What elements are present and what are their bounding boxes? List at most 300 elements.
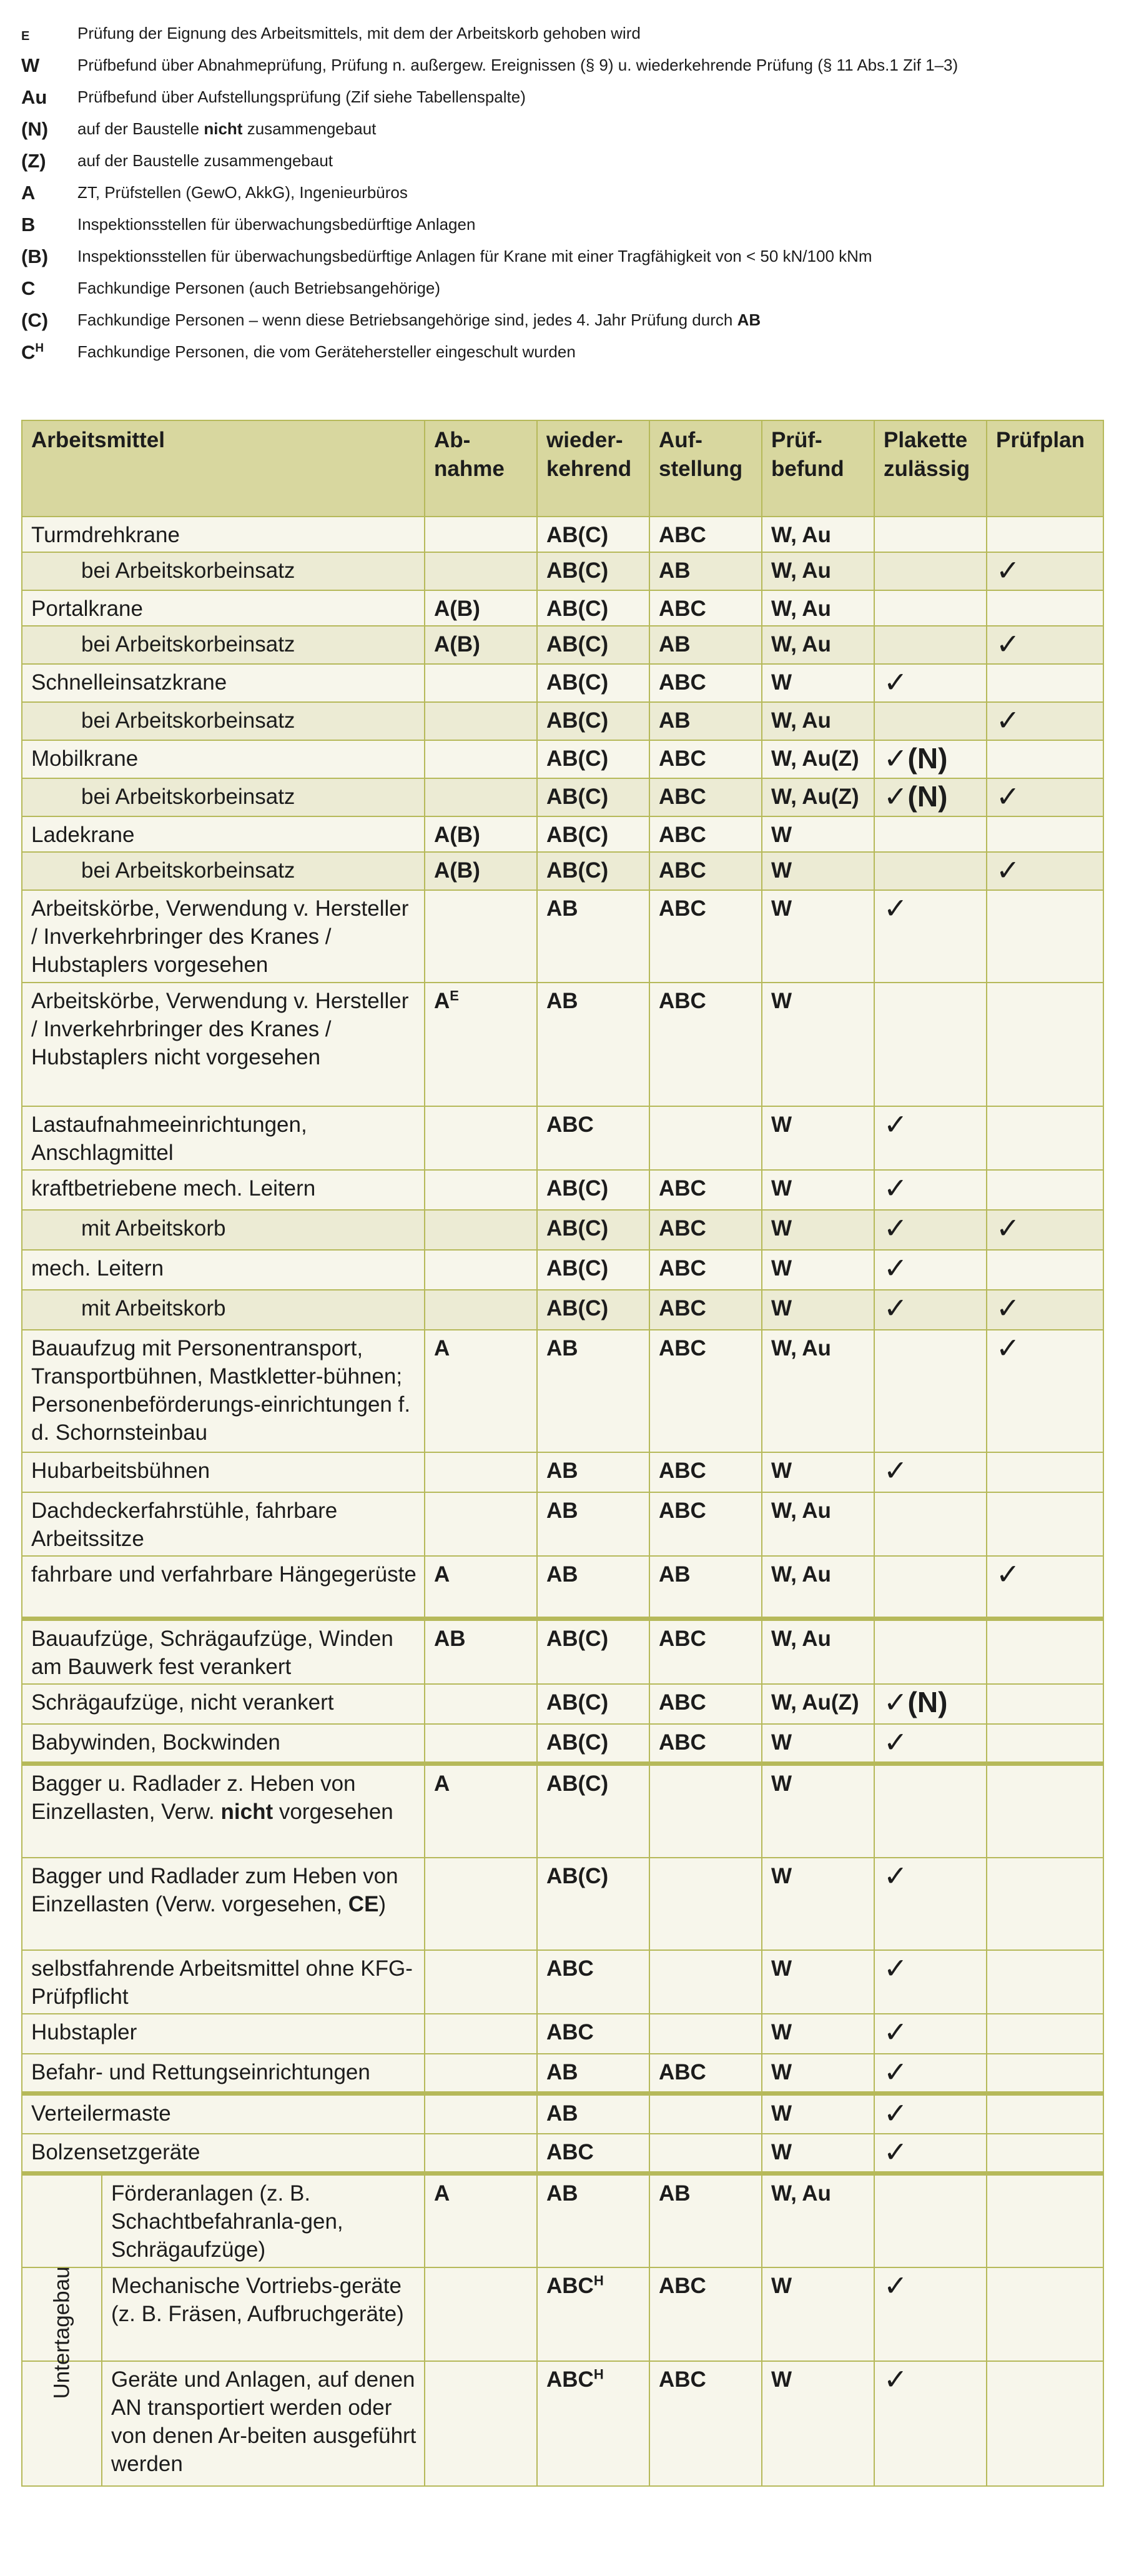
- arbeitsmittel-cell: bei Arbeitskorbeinsatz: [22, 778, 425, 816]
- abnahme-cell: [425, 2054, 537, 2094]
- pruefplan-cell: [987, 2054, 1103, 2094]
- table-header: [22, 420, 1103, 517]
- wiederkehrend-cell: AB(C): [537, 1858, 649, 1950]
- legend-key: B: [21, 214, 36, 235]
- plakette-cell: [874, 2134, 987, 2174]
- pruefbefund-cell: W: [762, 1210, 874, 1250]
- abnahme-cell: A(B): [425, 816, 537, 852]
- aufstellung-cell: AB: [649, 702, 762, 740]
- check-mark-icon: ✓: [884, 2055, 908, 2088]
- table-row: [22, 890, 1103, 983]
- arbeitsmittel-cell: Verteilermaste: [22, 2094, 425, 2134]
- arbeitsmittel-cell: bei Arbeitskorbeinsatz: [22, 702, 425, 740]
- aufstellung-cell: ABC: [649, 740, 762, 778]
- legend-item: [20, 272, 1107, 304]
- table-body: [22, 517, 1103, 2486]
- wiederkehrend-cell: AB(C): [537, 816, 649, 852]
- abnahme-cell: A(B): [425, 852, 537, 890]
- wiederkehrend-cell: AB(C): [537, 626, 649, 664]
- wiederkehrend-cell: ABC: [537, 1106, 649, 1170]
- abnahme-cell: [425, 1724, 537, 1764]
- aufstellung-cell: [649, 1950, 762, 2014]
- legend-text: Prüfbefund über Aufstellungsprüfung (Zif siehe Tabellenspalte): [77, 87, 526, 106]
- pruefplan-cell: [987, 890, 1103, 983]
- wiederkehrend-cell: AB(C): [537, 1684, 649, 1724]
- abnahme-cell: [425, 1858, 537, 1950]
- arbeitsmittel-cell: Ladekrane: [22, 816, 425, 852]
- arbeitsmittel-cell: Bauaufzug mit Personentransport, Transportbühnen, Mastkletter-bühnen; Personenbeförderungs-einrichtungen f. d. Schornsteinbau: [22, 1330, 425, 1452]
- wiederkehrend-cell: AB: [537, 2174, 649, 2268]
- plakette-cell: [874, 740, 987, 778]
- table-row: [22, 664, 1103, 702]
- legend-key: (C): [21, 309, 49, 331]
- abnahme-cell: A: [425, 1556, 537, 1618]
- plakette-cell: [874, 852, 987, 890]
- pruefplan-cell: [987, 517, 1103, 552]
- legend-text: auf der Baustelle nicht zusammengebaut: [77, 119, 377, 138]
- legend-item: [20, 177, 1107, 209]
- check-mark-icon: ✓: [884, 2097, 908, 2129]
- plakette-cell: [874, 2054, 987, 2094]
- plakette-cell: [874, 1492, 987, 1556]
- pruefplan-cell: [987, 2174, 1103, 2268]
- plakette-cell: [874, 1950, 987, 2014]
- table-row: [22, 778, 1103, 816]
- wiederkehrend-cell: ABC: [537, 1950, 649, 2014]
- aufstellung-cell: ABC: [649, 517, 762, 552]
- pruefbefund-cell: W: [762, 852, 874, 890]
- legend-key: E: [21, 29, 30, 43]
- plakette-cell: [874, 2267, 987, 2361]
- pruefbefund-cell: W: [762, 1724, 874, 1764]
- table-row: [22, 816, 1103, 852]
- wiederkehrend-cell: AB: [537, 2054, 649, 2094]
- pruefbefund-cell: W: [762, 2014, 874, 2054]
- table-row: [22, 2134, 1103, 2174]
- header-aufstellung: Auf- stellung: [649, 420, 762, 517]
- abnahme-cell: [425, 517, 537, 552]
- legend-key: (B): [21, 245, 49, 267]
- pruefbefund-cell: W, Au: [762, 1330, 874, 1452]
- legend-key: A: [21, 182, 36, 204]
- wiederkehrend-cell: AB: [537, 1556, 649, 1618]
- check-mark-icon: ✓: [884, 1292, 908, 1324]
- pruefplan-cell: [987, 2267, 1103, 2361]
- aufstellung-cell: ABC: [649, 2054, 762, 2094]
- arbeitsmittel-cell: Schrägaufzüge, nicht verankert: [22, 1684, 425, 1724]
- pruefplan-cell: [987, 983, 1103, 1106]
- plakette-cell: [874, 1618, 987, 1684]
- wiederkehrend-cell: AB(C): [537, 664, 649, 702]
- check-mark-icon: ✓(N): [884, 1685, 948, 1718]
- check-mark-icon: ✓: [996, 554, 1020, 587]
- check-mark-icon: ✓: [884, 2269, 908, 2302]
- abnahme-cell: AB: [425, 1618, 537, 1684]
- wiederkehrend-cell: AB(C): [537, 1724, 649, 1764]
- pruefbefund-cell: W: [762, 1950, 874, 2014]
- check-mark-icon: ✓: [884, 1454, 908, 1487]
- legend-item: [20, 240, 1107, 272]
- arbeitsmittel-cell: Bolzensetzgeräte: [22, 2134, 425, 2174]
- abnahme-cell: [425, 1290, 537, 1330]
- pruefplan-cell: [987, 1452, 1103, 1492]
- plakette-cell: [874, 890, 987, 983]
- pruefplan-cell: [987, 702, 1103, 740]
- pruefplan-cell: [987, 1170, 1103, 1210]
- legend-text: ZT, Prüfstellen (GewO, AkkG), Ingenieurbüros: [77, 182, 408, 202]
- pruefbefund-cell: W, Au: [762, 517, 874, 552]
- aufstellung-cell: AB: [649, 552, 762, 590]
- table-row: [22, 852, 1103, 890]
- legend-text: Prüfung der Eignung des Arbeitsmittels, mit dem der Arbeitskorb gehoben wird: [77, 23, 641, 42]
- table-row: [22, 2267, 1103, 2361]
- check-mark-icon: ✓: [996, 780, 1020, 813]
- legend-item: [20, 145, 1107, 177]
- aufstellung-cell: ABC: [649, 2267, 762, 2361]
- table-row: [22, 2054, 1103, 2094]
- wiederkehrend-cell: AB(C): [537, 1618, 649, 1684]
- table-row: [22, 626, 1103, 664]
- aufstellung-cell: ABC: [649, 1330, 762, 1452]
- abnahme-cell: [425, 702, 537, 740]
- plakette-cell: [874, 1724, 987, 1764]
- arbeitsmittel-cell: bei Arbeitskorbeinsatz: [22, 552, 425, 590]
- pruefplan-cell: [987, 1250, 1103, 1290]
- pruefplan-cell: [987, 664, 1103, 702]
- pruefplan-cell: [987, 1330, 1103, 1452]
- plakette-cell: [874, 552, 987, 590]
- arbeitsmittel-cell: Mechanische Vortriebs-geräte (z. B. Fräsen, Aufbruchgeräte): [22, 2267, 425, 2361]
- arbeitsmittel-cell: Hubarbeitsbühnen: [22, 1452, 425, 1492]
- legend-item: [20, 113, 1107, 145]
- plakette-cell: [874, 816, 987, 852]
- plakette-cell: [874, 626, 987, 664]
- aufstellung-cell: ABC: [649, 2361, 762, 2486]
- abnahme-cell: [425, 1452, 537, 1492]
- table-row: [22, 983, 1103, 1106]
- table-row: [22, 1556, 1103, 1618]
- arbeitsmittel-cell: Bagger u. Radlader z. Heben von Einzellasten, Verw. nicht vorgesehen: [22, 1764, 425, 1858]
- check-mark-icon: ✓: [996, 1558, 1020, 1590]
- wiederkehrend-cell: AB(C): [537, 1290, 649, 1330]
- aufstellung-cell: ABC: [649, 1724, 762, 1764]
- pruefbefund-cell: W, Au(Z): [762, 778, 874, 816]
- plakette-cell: [874, 1684, 987, 1724]
- wiederkehrend-cell: AB: [537, 890, 649, 983]
- wiederkehrend-cell: AB(C): [537, 1250, 649, 1290]
- table-row: [22, 1250, 1103, 1290]
- pruefbefund-cell: W: [762, 1858, 874, 1950]
- arbeitsmittel-cell: mit Arbeitskorb: [22, 1210, 425, 1250]
- arbeitsmittel-cell: Lastaufnahmeeinrichtungen, Anschlagmittel: [22, 1106, 425, 1170]
- aufstellung-cell: ABC: [649, 1684, 762, 1724]
- aufstellung-cell: [649, 1858, 762, 1950]
- plakette-cell: [874, 1452, 987, 1492]
- abnahme-cell: [425, 1106, 537, 1170]
- plakette-cell: [874, 2094, 987, 2134]
- side-label-untertagebau: Untertagebau: [49, 2266, 74, 2399]
- table-row: [22, 590, 1103, 626]
- check-mark-icon: ✓: [884, 1859, 908, 1892]
- plakette-cell: [874, 702, 987, 740]
- check-mark-icon: ✓: [884, 1172, 908, 1204]
- abnahme-cell: [425, 1492, 537, 1556]
- arbeitsmittel-cell: mech. Leitern: [22, 1250, 425, 1290]
- check-mark-icon: ✓: [996, 1212, 1020, 1244]
- wiederkehrend-cell: AB(C): [537, 1210, 649, 1250]
- legend-item: [20, 304, 1107, 336]
- plakette-cell: [874, 664, 987, 702]
- abnahme-cell: [425, 2361, 537, 2486]
- arbeitsmittel-cell: Arbeitskörbe, Verwendung v. Hersteller / Inverkehrbringer des Kranes / Hubstaplers nicht vorgesehen: [22, 983, 425, 1106]
- pruefbefund-cell: W: [762, 2267, 874, 2361]
- aufstellung-cell: ABC: [649, 1170, 762, 1210]
- header-pruefplan: Prüfplan: [987, 420, 1103, 517]
- abnahme-cell: [425, 1250, 537, 1290]
- aufstellung-cell: AB: [649, 626, 762, 664]
- table-row: [22, 740, 1103, 778]
- check-mark-icon: ✓: [996, 854, 1020, 886]
- aufstellung-cell: ABC: [649, 1492, 762, 1556]
- table-row: [22, 2014, 1103, 2054]
- wiederkehrend-cell: ABC: [537, 2014, 649, 2054]
- abnahme-cell: [425, 1170, 537, 1210]
- abnahme-cell: [425, 2014, 537, 2054]
- legend-item: [20, 49, 1107, 81]
- pruefbefund-cell: W, Au: [762, 702, 874, 740]
- pruefbefund-cell: W: [762, 1170, 874, 1210]
- table-row: [22, 1330, 1103, 1452]
- aufstellung-cell: ABC: [649, 1250, 762, 1290]
- pruefplan-cell: [987, 2361, 1103, 2486]
- wiederkehrend-cell: AB: [537, 1330, 649, 1452]
- arbeitsmittel-cell: Förderanlagen (z. B. Schachtbefahranla-gen, Schrägaufzüge) Untertagebau: [22, 2174, 425, 2268]
- legend-text: Inspektionsstellen für überwachungsbedürftige Anlagen: [77, 214, 476, 234]
- pruefbefund-cell: W, Au(Z): [762, 1684, 874, 1724]
- check-mark-icon: ✓: [996, 1332, 1020, 1364]
- plakette-cell: [874, 778, 987, 816]
- table-row: [22, 1210, 1103, 1250]
- arbeitsmittel-cell: bei Arbeitskorbeinsatz: [22, 852, 425, 890]
- arbeitsmittel-cell: Dachdeckerfahrstühle, fahrbare Arbeitssitze: [22, 1492, 425, 1556]
- table-row: [22, 1950, 1103, 2014]
- pruefplan-cell: [987, 1106, 1103, 1170]
- abnahme-cell: A: [425, 2174, 537, 2268]
- legend-text: Fachkundige Personen (auch Betriebsangehörige): [77, 278, 441, 297]
- table-row: [22, 517, 1103, 552]
- check-mark-icon: ✓: [996, 704, 1020, 736]
- check-mark-icon: ✓: [884, 1108, 908, 1141]
- abnahme-cell: [425, 1684, 537, 1724]
- wiederkehrend-cell: AB(C): [537, 1764, 649, 1858]
- abnahme-cell: [425, 890, 537, 983]
- arbeitsmittel-cell: selbstfahrende Arbeitsmittel ohne KFG-Prüfpflicht: [22, 1950, 425, 2014]
- aufstellung-cell: AB: [649, 1556, 762, 1618]
- pruefplan-cell: [987, 778, 1103, 816]
- pruefbefund-cell: W, Au: [762, 1492, 874, 1556]
- wiederkehrend-cell: AB(C): [537, 702, 649, 740]
- abnahme-cell: A(B): [425, 590, 537, 626]
- check-mark-icon: ✓(N): [884, 742, 948, 775]
- table-row: [22, 1170, 1103, 1210]
- pruefplan-cell: [987, 552, 1103, 590]
- arbeitsmittel-cell: Befahr- und Rettungseinrichtungen: [22, 2054, 425, 2094]
- plakette-cell: [874, 517, 987, 552]
- pruefplan-cell: [987, 590, 1103, 626]
- plakette-cell: [874, 1250, 987, 1290]
- table-row: [22, 1618, 1103, 1684]
- abnahme-cell: $A^E$: [425, 983, 537, 1106]
- pruefplan-cell: [987, 1290, 1103, 1330]
- table-row: [22, 1684, 1103, 1724]
- aufstellung-cell: ABC: [649, 1290, 762, 1330]
- arbeitsmittel-cell: kraftbetriebene mech. Leitern: [22, 1170, 425, 1210]
- pruefbefund-cell: W: [762, 816, 874, 852]
- legend-item: [20, 336, 1107, 368]
- pruefbefund-cell: W: [762, 1452, 874, 1492]
- wiederkehrend-cell: AB(C): [537, 740, 649, 778]
- legend-text: Inspektionsstellen für überwachungsbedürftige Anlagen für Krane mit einer Tragfähigkeit von < 50 kN/100 kNm: [77, 246, 872, 265]
- table-row: [22, 1492, 1103, 1556]
- wiederkehrend-cell: AB: [537, 2094, 649, 2134]
- plakette-cell: [874, 2174, 987, 2268]
- table-row: [22, 552, 1103, 590]
- plakette-cell: [874, 1764, 987, 1858]
- pruefplan-cell: [987, 1210, 1103, 1250]
- wiederkehrend-cell: ABC: [537, 2134, 649, 2174]
- table-row: [22, 1724, 1103, 1764]
- pruefplan-cell: [987, 1492, 1103, 1556]
- check-mark-icon: ✓: [996, 628, 1020, 660]
- pruefbefund-cell: W: [762, 2134, 874, 2174]
- arbeitsmittel-cell: Mobilkrane: [22, 740, 425, 778]
- pruefplan-cell: [987, 626, 1103, 664]
- aufstellung-cell: ABC: [649, 852, 762, 890]
- inspection-table: [21, 420, 1104, 2487]
- arbeitsmittel-cell: Portalkrane: [22, 590, 425, 626]
- aufstellung-cell: ABC: [649, 890, 762, 983]
- wiederkehrend-cell: AB: [537, 1492, 649, 1556]
- table-row: [22, 2174, 1103, 2268]
- aufstellung-cell: ABC: [649, 590, 762, 626]
- aufstellung-cell: ABC: [649, 778, 762, 816]
- wiederkehrend-cell: AB: [537, 983, 649, 1106]
- table-row: [22, 2094, 1103, 2134]
- wiederkehrend-cell: AB(C): [537, 852, 649, 890]
- pruefbefund-cell: W: [762, 1290, 874, 1330]
- wiederkehrend-cell: $ABC^H$: [537, 2267, 649, 2361]
- legend-key: C: [21, 277, 36, 299]
- pruefbefund-cell: W, Au: [762, 2174, 874, 2268]
- arbeitsmittel-cell: fahrbare und verfahrbare Hängegerüste: [22, 1556, 425, 1618]
- pruefplan-cell: [987, 1556, 1103, 1618]
- aufstellung-cell: ABC: [649, 816, 762, 852]
- table-row: [22, 1106, 1103, 1170]
- check-mark-icon: ✓: [996, 1292, 1020, 1324]
- table-row: [22, 2361, 1103, 2486]
- pruefbefund-cell: W: [762, 2094, 874, 2134]
- plakette-cell: [874, 1170, 987, 1210]
- aufstellung-cell: [649, 1764, 762, 1858]
- pruefplan-cell: [987, 1618, 1103, 1684]
- abnahme-cell: [425, 1950, 537, 2014]
- check-mark-icon: ✓: [884, 2135, 908, 2168]
- header-wiederkehrend: wieder- kehrend: [537, 420, 649, 517]
- abnahme-cell: [425, 778, 537, 816]
- legend-item: [20, 81, 1107, 113]
- pruefplan-cell: [987, 1724, 1103, 1764]
- pruefplan-cell: [987, 2134, 1103, 2174]
- pruefplan-cell: [987, 740, 1103, 778]
- pruefplan-cell: [987, 1764, 1103, 1858]
- abnahme-cell: [425, 1210, 537, 1250]
- plakette-cell: [874, 590, 987, 626]
- legend-item: [20, 209, 1107, 240]
- aufstellung-cell: ABC: [649, 1452, 762, 1492]
- header-plakette: Plakette zulässig: [874, 420, 987, 517]
- check-mark-icon: ✓: [884, 2363, 908, 2395]
- check-mark-icon: ✓(N): [884, 780, 948, 813]
- abnahme-cell: [425, 2134, 537, 2174]
- check-mark-icon: ✓: [884, 2015, 908, 2048]
- header-pruefbefund: Prüf- befund: [762, 420, 874, 517]
- check-mark-icon: ✓: [884, 1212, 908, 1244]
- pruefplan-cell: [987, 2094, 1103, 2134]
- arbeitsmittel-cell: Turmdrehkrane: [22, 517, 425, 552]
- table-row: [22, 1858, 1103, 1950]
- pruefplan-cell: [987, 816, 1103, 852]
- pruefbefund-cell: W, Au: [762, 626, 874, 664]
- aufstellung-cell: AB: [649, 2174, 762, 2268]
- check-mark-icon: ✓: [884, 1252, 908, 1284]
- table-row: [22, 1764, 1103, 1858]
- pruefbefund-cell: W: [762, 1106, 874, 1170]
- wiederkehrend-cell: AB(C): [537, 590, 649, 626]
- arbeitsmittel-cell: Bauaufzüge, Schrägaufzüge, Winden am Bauwerk fest verankert: [22, 1618, 425, 1684]
- legend-item: [20, 17, 1107, 49]
- wiederkehrend-cell: $ABC^H$: [537, 2361, 649, 2486]
- pruefbefund-cell: W: [762, 1250, 874, 1290]
- pruefplan-cell: [987, 1858, 1103, 1950]
- abnahme-cell: [425, 2267, 537, 2361]
- plakette-cell: [874, 1210, 987, 1250]
- pruefbefund-cell: W: [762, 1764, 874, 1858]
- table-row: [22, 702, 1103, 740]
- legend-key: (Z): [21, 150, 46, 172]
- abnahme-cell: [425, 664, 537, 702]
- pruefbefund-cell: W, Au: [762, 1556, 874, 1618]
- header-abnahme: Ab- nahme: [425, 420, 537, 517]
- wiederkehrend-cell: AB(C): [537, 1170, 649, 1210]
- legend-text: Prüfbefund über Abnahmeprüfung, Prüfung n. außergew. Ereignissen (§ 9) u. wiederkehrende Prüfung (§ 11 Abs.1 Zif 1–3): [77, 55, 959, 74]
- table-row: [22, 1452, 1103, 1492]
- aufstellung-cell: [649, 2134, 762, 2174]
- arbeitsmittel-cell: mit Arbeitskorb: [22, 1290, 425, 1330]
- check-mark-icon: ✓: [884, 1725, 908, 1758]
- pruefplan-cell: [987, 1950, 1103, 2014]
- aufstellung-cell: [649, 1106, 762, 1170]
- pruefplan-cell: [987, 852, 1103, 890]
- abnahme-cell: A(B): [425, 626, 537, 664]
- plakette-cell: [874, 983, 987, 1106]
- pruefbefund-cell: W, Au: [762, 590, 874, 626]
- arbeitsmittel-cell: Babywinden, Bockwinden: [22, 1724, 425, 1764]
- pruefbefund-cell: W: [762, 664, 874, 702]
- plakette-cell: [874, 2014, 987, 2054]
- aufstellung-cell: ABC: [649, 664, 762, 702]
- plakette-cell: [874, 1556, 987, 1618]
- arbeitsmittel-cell: Hubstapler: [22, 2014, 425, 2054]
